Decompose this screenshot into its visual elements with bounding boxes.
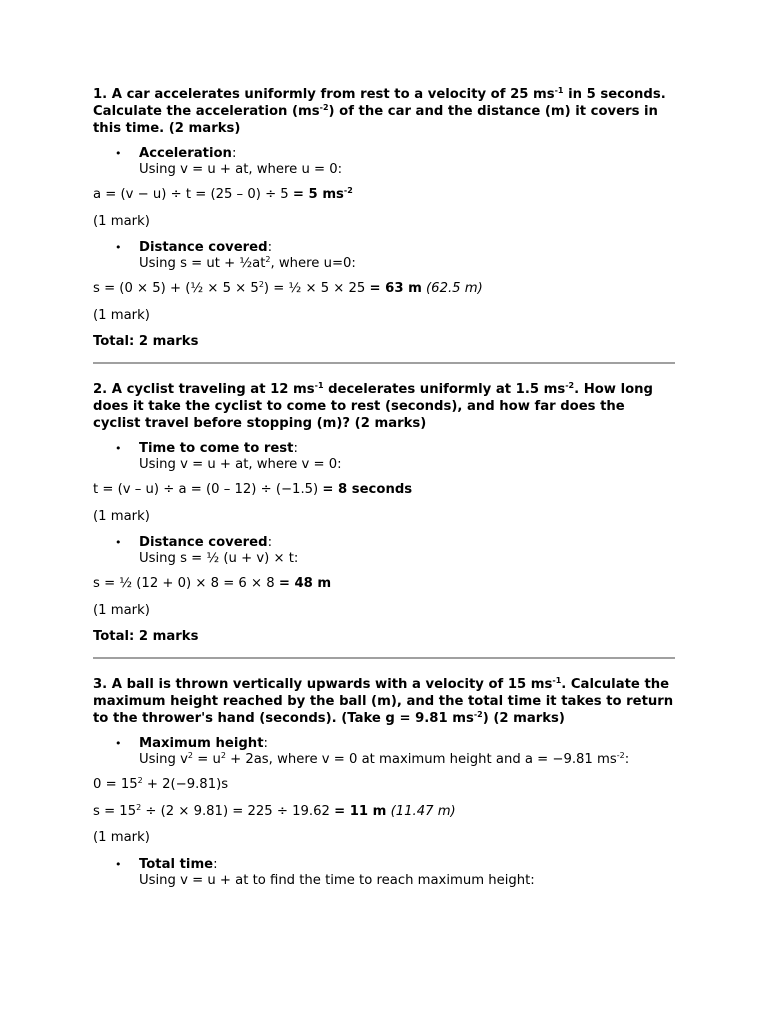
question-2-title: 2. A cyclist traveling at 12 $ms^{-1}$ decelerates uniformly at 1.5 $ms^{-2}$. How long does it take the cyclist to come to rest (seconds), and how far does the cyclist travel before stopping (m)? (2 marks) — [93, 381, 653, 431]
equation-line: s = (0 × 5) + (½ × $5 \times 5^2$) = ½ × 5 × 25 = 63 m (62.5 m) — [93, 280, 483, 296]
bullet-maximum-height: • Maximum height: Using $v^2 = u^2 + 2as$, where v = 0 at maximum height and a = −9.81 $ms^{-2}$: — [115, 736, 630, 767]
bullet-dot: • — [115, 442, 122, 455]
question-1-title: 1. A car accelerates uniformly from rest to a velocity of 25 $ms^{-1}$ in 5 seconds. Calculate the acceleration $(ms^{-2})$ of the car and the distance (m) it covers in this time. (2 marks) — [93, 86, 666, 136]
mark-note: (1 mark) — [93, 602, 150, 618]
equation-line: a = (v − u) ÷ t = (25 – 0) ÷ 5 = 5 $ms^{-2}$ — [93, 186, 353, 202]
mark-note: (1 mark) — [93, 508, 150, 524]
bullet-distance: • Distance covered: Using s = ut + $\frac{1}{2}at^2$, where u=0: — [115, 240, 356, 271]
divider — [93, 657, 675, 659]
bullet-dot: • — [115, 737, 122, 750]
equation-line: t = (v – u) ÷ a = (0 – 12) ÷ (−1.5) = 8 seconds — [93, 482, 413, 497]
equation-line: $0 = 15^2 + 2(-9.81)s$ — [93, 776, 229, 792]
question-3-title: 3. A ball is thrown vertically upwards with a velocity of 15 $ms^{-1}$. Calculate the maximum height reached by the ball (m), and the total time it takes to return to the thrower's hand (seconds). (Take g = 9.81 $ms^{-2}$) (2 marks) — [93, 676, 674, 726]
divider — [93, 362, 675, 364]
bullet-total-time: • Total time: Using v = u + at to find the time to reach maximum height: — [115, 856, 535, 888]
equation-line: s = ½ (12 + 0) × 8 = 6 × 8 = 48 m — [93, 576, 332, 591]
equation-line: $s = 15^2 \div (2 \times 9.81) = 225 \div 19.62 = 11$ m (11.47 m) — [93, 802, 456, 819]
total-marks: Total: 2 marks — [93, 334, 199, 349]
bullet-dot: • — [115, 857, 122, 871]
total-marks: Total: 2 marks — [93, 629, 199, 644]
bullet-acceleration: • Acceleration: Using v = u + at, where u = 0: — [115, 146, 343, 177]
bullet-dot: • — [115, 241, 122, 254]
mark-note: (1 mark) — [93, 213, 150, 229]
bullet-time-to-rest: • Time to come to rest: Using v = u + at, where v = 0: — [115, 441, 342, 472]
bullet-dot: • — [115, 147, 122, 160]
mark-note: (1 mark) — [93, 307, 150, 323]
worksheet — [93, 86, 675, 898]
bullet-distance: • Distance covered: Using s = ½ (u + v) × t: — [115, 535, 299, 566]
mark-note: (1 mark) — [93, 830, 150, 845]
bullet-dot: • — [115, 536, 122, 549]
